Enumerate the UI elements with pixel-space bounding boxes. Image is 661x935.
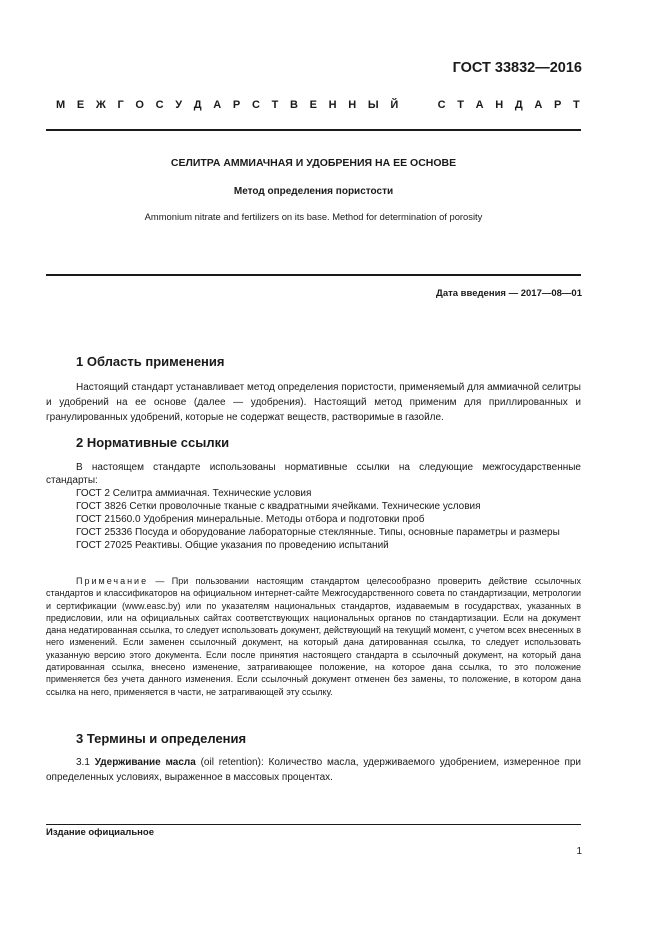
banner-letter: С <box>251 99 260 111</box>
interstate-standard-banner <box>56 99 580 111</box>
reference-item: ГОСТ 2 Селитра аммиачная. Технические условия <box>76 488 312 499</box>
section-2-heading: 2 Нормативные ссылки <box>76 435 230 450</box>
banner-letter: Е <box>76 99 85 111</box>
normative-references <box>46 461 581 552</box>
footer-divider <box>46 824 581 825</box>
reference-item: ГОСТ 25336 Посуда и оборудование лабораторные стеклянные. Типы, основные параметры и размеры <box>76 527 560 538</box>
banner-letter: Й <box>390 99 399 111</box>
banner-letter: Н <box>328 99 337 111</box>
section-1-text: Настоящий стандарт устанавливает метод определения пористости, применяемый для аммиачной селитры и удобрений на ее основе (далее — удобрения). Настоящий метод применим для приллированных и гранулированных удобрений, которые не содержат веществ, растворимые в газойле. <box>46 382 581 423</box>
banner-letter: Т <box>573 99 580 111</box>
banner-letter: Н <box>495 99 504 111</box>
document-subtitle: Метод определения пористости <box>233 186 394 197</box>
banner-letter: Н <box>348 99 357 111</box>
banner-letter: Д <box>514 99 523 111</box>
banner-letter: Р <box>553 99 562 111</box>
title-divider <box>46 274 581 276</box>
reference-item: ГОСТ 21560.0 Удобрения минеральные. Методы отбора и подготовки проб <box>76 514 425 525</box>
introduction-date: Дата введения — 2017—08—01 <box>436 288 582 299</box>
term-text: (oil retention): Количество масла, удерживаемого удобрением, измеренное при определенных условиях, выраженное в массовых процентах. <box>46 757 582 783</box>
banner-letter: А <box>213 99 222 111</box>
banner-letter: У <box>175 99 183 111</box>
banner-letter: Т <box>457 99 464 111</box>
official-edition-label: Издание официальное <box>46 827 154 838</box>
banner-letter: Р <box>232 99 241 111</box>
banner-letter: Ы <box>367 99 379 111</box>
banner-letter: С <box>437 99 446 111</box>
term-definition <box>46 755 581 785</box>
banner-letter: Г <box>117 99 124 111</box>
reference-item: ГОСТ 27025 Реактивы. Общие указания по проведению испытаний <box>76 540 389 551</box>
banner-letter: М <box>56 99 66 111</box>
standard-code: ГОСТ 33832—2016 <box>452 60 582 76</box>
note-text: — При пользовании настоящим стандартом целесообразно проверить действие ссылочных стандартов и классификаторов на официальном интернет-сайте Межгосударственного совета по стандартизации, метрологии и сертификации (www.easc.by) или по указателям национальных стандартов, издаваемым в государствах, указанных в предисловии, или на официальных сайтах соответствующих национальных органов по стандартизации. Если на документ дана недатированная ссылка, то следует использовать документ, действующий на текущий момент, с учетом всех внесенных в него изменений. Если заменен ссылочный документ, на который дана датированная ссылка, то следует использовать указанную версию этого документа. Если после принятия настоящего стандарта в ссылочный документ, на который дана датированная ссылка, внесено изменение, затрагивающее положение, на которое дана ссылка, то это положение применяется без учета данного изменения. Если ссылочный документ отменен без замены, то положение, в котором дана ссылка на него, применяется в части, не затрагивающей эту ссылку. <box>46 576 581 697</box>
banner-letter: Е <box>309 99 317 111</box>
term-name: Удерживание масла <box>94 757 196 768</box>
top-divider <box>46 129 581 131</box>
section-1-heading: 1 Область применения <box>76 354 225 369</box>
term-number: 3.1 <box>76 757 95 768</box>
references-note <box>46 575 581 698</box>
banner-letter: А <box>475 99 484 111</box>
document-title: СЕЛИТРА АММИАЧНАЯ И УДОБРЕНИЯ НА ЕЕ ОСНОВЕ <box>170 157 457 169</box>
note-label: Примечание <box>76 576 149 586</box>
page-number: 1 <box>576 846 582 857</box>
banner-letter: В <box>289 99 298 111</box>
banner-letter: А <box>534 99 543 111</box>
banner-letter: Т <box>271 99 279 111</box>
reference-item: ГОСТ 3826 Сетки проволочные тканые с квадратными ячейками. Технические условия <box>76 501 481 512</box>
banner-gap <box>410 99 426 111</box>
english-title: Ammonium nitrate and fertilizers on its base. Method for determination of porosity <box>144 211 483 222</box>
section-3-heading: 3 Термины и определения <box>76 731 247 746</box>
banner-letter: С <box>155 99 164 111</box>
banner-letter: Ж <box>95 99 106 111</box>
banner-letter: Д <box>193 99 202 111</box>
references-intro: В настоящем стандарте использованы нормативные ссылки на следующие межгосударственные стандарты: <box>46 462 581 486</box>
banner-letter: О <box>135 99 144 111</box>
